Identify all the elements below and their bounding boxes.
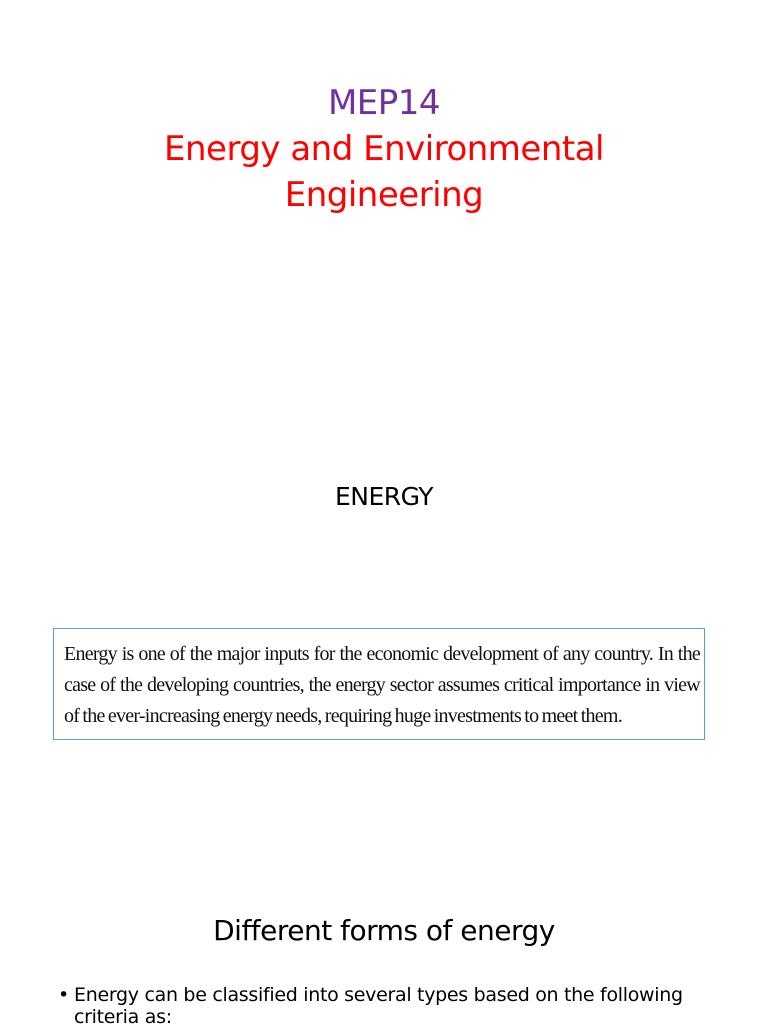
course-title: Energy and Environmental Engineering [164, 129, 604, 215]
course-title-block [0, 80, 768, 218]
quote-box [53, 628, 705, 740]
list-item [58, 984, 698, 1028]
bullet-text: Energy can be classified into several types based on the following criteria as: [74, 984, 683, 1028]
quote-text: Energy is one of the major inputs for the economic development of any country. In the case of the developing countries, the energy sector assumes critical importance in view of the ever-increasing energy needs, requiring huge investments to meet them. [64, 643, 700, 727]
energy-heading: ENERGY [334, 482, 434, 511]
forms-heading: Different forms of energy [213, 914, 555, 947]
bullet-icon: • [58, 984, 69, 1006]
course-code: MEP14 [327, 83, 441, 123]
